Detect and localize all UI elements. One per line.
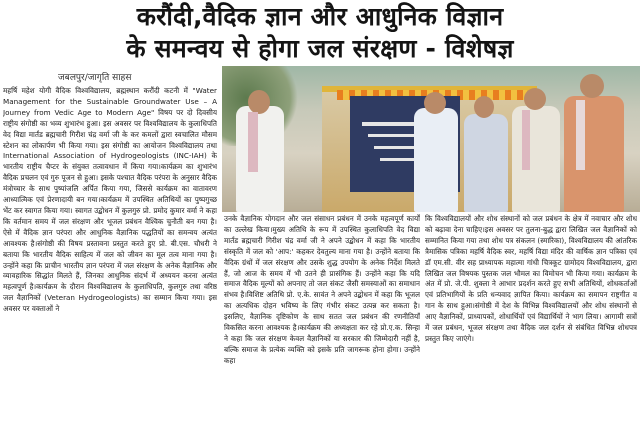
- dignitary-head: [524, 88, 546, 110]
- article-column-1: [3, 86, 217, 424]
- shawl: [576, 100, 585, 170]
- headline-line-1: करौंदी,वैदिक ज्ञान और आधुनिक विज्ञान: [136, 2, 504, 31]
- dignitary-figure: [236, 106, 284, 212]
- column-2-text: उनके वैज्ञानिक योगदान और जल संसाधन प्रबंधन में उनके महत्वपूर्ण कार्यों का उल्लेख किया।मुख्य अतिथि के रूप में उपस्थित कुलाधिपति वेद विद्या मार्तंड ब्रह्मचारी गिरीश चंद्र वर्मा जी ने अपने उद्बोधन में कहा कि भारतीय संस्कृति में जल को 'आप:' कहकर देवतुल्य माना गया है। उन्होंने बताया कि वैदिक ग्रंथों में जल संरक्षण और उसके शुद्ध उपयोग के अनेक निर्देश मिलते हैं, जो आज के समय में भी उतने ही प्रासंगिक हैं। उन्होंने कहा कि यदि समाज वैदिक मूल्यों को अपनाए तो जल संकट जैसी समस्याओं का समाधान संभव है।विशिष्ट अतिथि प्रो. ए.के. सावंत ने अपने उद्बोधन में कहा कि भूजल का अत्यधिक दोहन भविष्य के लिए गंभीर संकट उत्पन्न कर सकता है। इसलिए, वैज्ञानिक दृष्टिकोण के साथ सतत जल प्रबंधन की रणनीतियाँ विकसित करना आवश्यक है।कार्यक्रम की अध्यक्षता कर रहे प्रो.ए.क. सिन्हा ने कहा कि जल संरक्षण केवल वैज्ञानिकों या सरकार की जिम्मेदारी नहीं है, बल्कि समाज के प्रत्येक व्यक्ति को इसके प्रति जागरूक होना होगा। उन्होंने कहा: [224, 214, 420, 365]
- headline-line-2: के समन्वय से होगा जल संरक्षण - विशेषज्ञ: [126, 34, 514, 63]
- article-column-2: [224, 214, 420, 424]
- event-photo: [222, 66, 640, 212]
- byline: जबलपुर/जागृति साहस: [58, 73, 132, 83]
- dignitary-head: [474, 96, 494, 118]
- article-column-3: [425, 214, 637, 424]
- column-3-text: कि विश्वविद्यालयों और शोध संस्थानों को जल प्रबंधन के क्षेत्र में नवाचार और शोध को बढ़ावा देना चाहिए।इस अवसर पर तुलना-बुद्ध द्वारा लिखित जल वैज्ञानिकों को सम्मानित किया गया तथा शोध पत्र संकलन (स्मारिका), विश्वविद्यालय की आंतरिक त्रैमासिक पत्रिका महर्षि वैदिक स्वर, महर्षि विद्या मंदिर की वार्षिक ज्ञान पत्रिका एवं डॉ एम.सी. वीर सह प्राध्यापक महात्मा गांधी चित्रकूट ग्रामोदय विश्वविद्यालय, द्वारा लिखित जल विषयक पुस्तक जल भौमल का विमोचन भी किया गया। कार्यक्रम के अंत में प्रो. जे.पी. शुक्ला ने आभार प्रदर्शन करते हुए सभी अतिथियों, शोधकर्ताओं एवं प्रतिभागियों के प्रति धन्यवाद ज्ञापित किया। कार्यक्रम का समापन राष्ट्रगीत व गान के साथ हुआ।संगोष्ठी में देश के विभिन्न विश्वविद्यालयों और शोध संस्थानों से आए वैज्ञानिकों, प्राध्यापकों, शोधार्थियों एवं विद्यार्थियों ने भाग लिया। आगामी सत्रों में जल प्रबंधन, भूजल संरक्षण तथा वैदिक जल दर्शन से संबंधित विभिन्न शोधपत्र प्रस्तुत किए जाएंगे।: [425, 214, 637, 343]
- shawl: [248, 112, 258, 172]
- column-1-text: महर्षि महेश योगी वैदिक विश्वविद्यालय, ब्रह्मस्थान करौंदी कटनी में "Water Management for the Sustainable Groundwater Use – A Journey from Vedic Age to Modern Age" विषय पर दो दिवसीय राष्ट्रीय संगोष्ठी का भव्य शुभारंभ हुआ। इस अवसर पर विश्वविद्यालय के कुलाधिपति वेद विद्या मार्तंड ब्रह्मचारी गिरीश चंद्र वर्मा जी के कर कमलों द्वारा स्वचालित मौसम स्टेशन का लोकार्पण भी किया गया। इस संगोष्ठी का आयोजन विश्वविद्यालय तथा International Association of Hydrogeologists (INC-IAH) के भारतीय राष्ट्रीय चैप्टर के संयुक्त तत्वावधान में किया गया।कार्यक्रम का शुभारंभ वैदिक प्रचलन एवं गुरु पूजन से हुआ। इसके पश्चात वैदिक परंपरा के अनुसार वैदिक मंत्रोच्चार के साथ पुष्पांजलि अर्पित किया गया, जिससे कार्यक्रम का वातावरण आध्यात्मिक एवं प्रेरणादायी बन गया।कार्यक्रम में उपस्थित अतिथियों का पुष्पगुच्छ भेंट कर स्वागत किया गया। स्वागत उद्बोधन में कुलगुरु प्रो. प्रमोद कुमार वर्मा ने कहा कि वर्तमान समय में जल संरक्षण और भूजल प्रबंधन वैश्विक चुनौती बन गया है। ऐसे में वैदिक ज्ञान परंपरा और आधुनिक वैज्ञानिक पद्धतियों का समन्वय अत्यंत आवश्यक है।संगोष्ठी की विषय प्रस्तावना प्रस्तुत करते हुए प्रो. बी.एस. चौधरी ने बताया कि भारतीय वैदिक साहित्य में जल को जीवन का मूल तत्व माना गया है। उन्होंने कहा कि प्राचीन भारतीय ज्ञान परंपरा में जल संरक्षण के अनेक वैज्ञानिक और व्यावहारिक सिद्धांत मिलते हैं, जिनका आधुनिक संदर्भ में अध्ययन करना अत्यंत महत्वपूर्ण है।कार्यक्रम के दौरान विश्वविद्यालय के कुलाधिपति, कुलगुरु तथा वरिष्ठ जल वैज्ञानिकों (Veteran Hydrogeologists) का सम्मान किया गया। इस अवसर पर वक्ताओं ने: [3, 86, 217, 314]
- shawl: [522, 110, 530, 170]
- dignitary-figure: [512, 106, 560, 212]
- dignitary-head: [424, 92, 446, 114]
- dignitary-head: [580, 74, 604, 98]
- dignitary-figure: [564, 96, 624, 212]
- dignitary-figure: [464, 114, 508, 212]
- dignitary-head: [248, 90, 270, 114]
- dignitary-figure: [414, 108, 458, 212]
